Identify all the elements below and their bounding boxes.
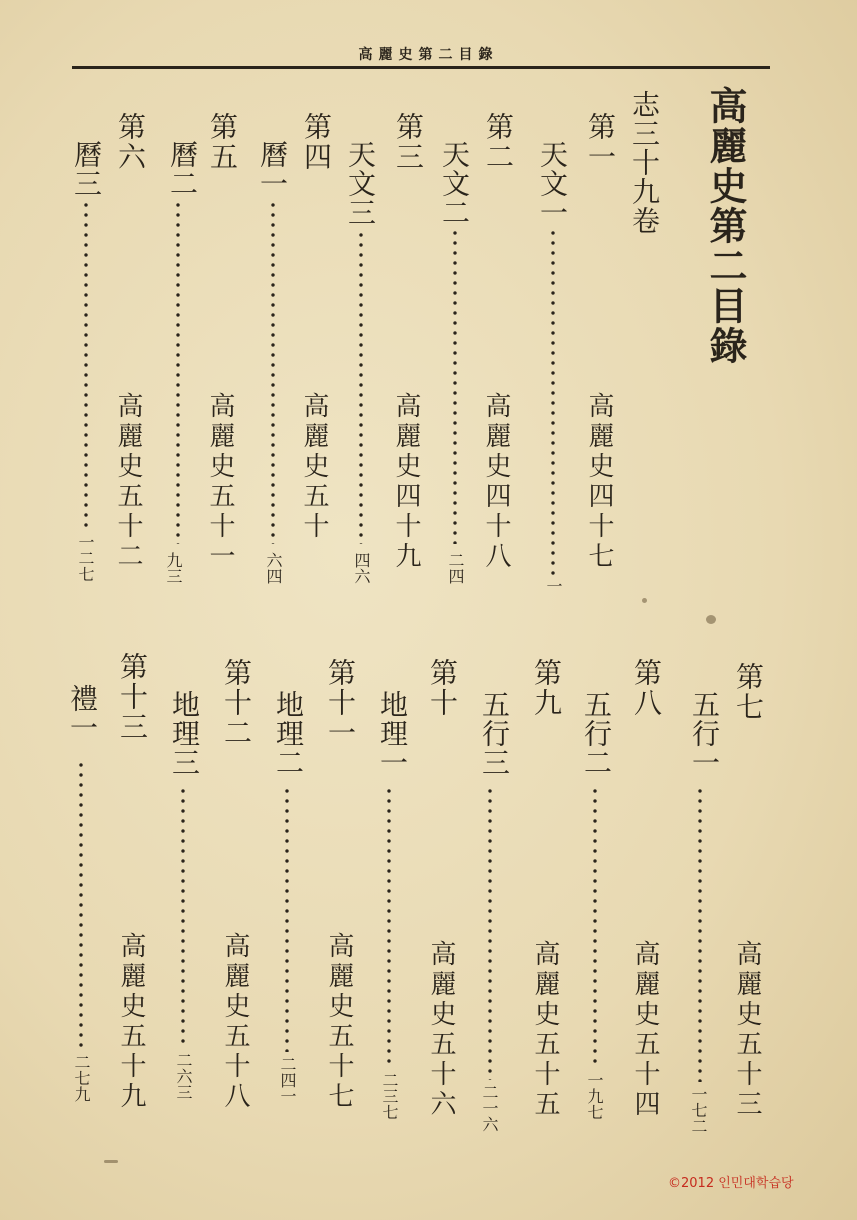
- dot-leader: [488, 786, 492, 1080]
- ink-spot: [642, 598, 647, 603]
- section-number: 第十三: [116, 652, 149, 742]
- dot-leader: [271, 200, 275, 544]
- dot-leader: [79, 760, 83, 1050]
- dot-leader: [359, 230, 363, 544]
- entry-label: 天文二: [438, 140, 471, 227]
- volume-reference: 高麗史五十九: [116, 932, 146, 1112]
- section-number: 第九: [530, 658, 563, 718]
- section-number: 第七: [732, 662, 765, 722]
- section-number: 第八: [630, 658, 663, 718]
- dot-leader: [181, 786, 185, 1048]
- header-rule: [72, 66, 770, 69]
- volume-reference: 高麗史四十八: [481, 392, 511, 572]
- page-number: 六四: [264, 552, 283, 584]
- volume-reference: 高麗史五十七: [324, 932, 354, 1112]
- volume-reference: 高麗史五十四: [630, 940, 660, 1120]
- dot-leader: [453, 228, 457, 544]
- section-number: 第一: [584, 112, 617, 172]
- dot-leader: [593, 786, 597, 1068]
- entry-label: 地理三: [168, 690, 201, 777]
- page-number: 一九七: [585, 1072, 604, 1120]
- toc-title: 高麗史第二目錄: [703, 86, 748, 366]
- dot-leader: [285, 786, 289, 1052]
- volume-reference: 高麗史五十一: [205, 392, 235, 572]
- section-number: 第三: [392, 112, 425, 172]
- dot-leader: [387, 786, 391, 1068]
- dot-leader: [176, 200, 180, 544]
- section-number: 第二: [482, 112, 515, 172]
- page-number: 一: [544, 578, 563, 594]
- page-number: 一二七: [76, 534, 95, 582]
- entry-label: 地理一: [376, 690, 409, 777]
- section-number: 第十: [426, 658, 459, 718]
- volume-reference: 高麗史四十九: [391, 392, 421, 572]
- volume-reference: 高麗史五十: [299, 392, 329, 542]
- page-number: 二七九: [72, 1054, 91, 1102]
- ink-spot: [706, 615, 716, 624]
- running-head: 高麗史第二目錄: [358, 47, 499, 63]
- section-number: 第四: [300, 112, 333, 172]
- entry-label: 五行三: [478, 690, 511, 777]
- entry-label: 五行一: [688, 690, 721, 777]
- volume-reference: 高麗史四十七: [584, 392, 614, 572]
- entry-label: 天文三: [344, 140, 377, 227]
- page-number: 九三: [164, 552, 183, 584]
- section-number: 第十二: [220, 658, 253, 748]
- section-number: 第十一: [324, 658, 357, 748]
- section-number: 第五: [206, 112, 239, 172]
- entry-label: 五行二: [580, 690, 613, 777]
- dot-leader: [84, 200, 88, 528]
- volume-reference: 高麗史五十三: [732, 940, 762, 1120]
- page-number: 二一六: [480, 1084, 499, 1132]
- entry-label: 曆一: [256, 140, 289, 198]
- dot-leader: [698, 786, 702, 1082]
- entry-label: 曆三: [70, 140, 103, 198]
- entry-label: 天文一: [536, 140, 569, 227]
- ink-spot: [104, 1160, 118, 1163]
- entry-label: 曆二: [166, 140, 199, 198]
- copyright-notice: ©2012 인민대학습당: [668, 1176, 794, 1191]
- page-number: 二六三: [174, 1052, 193, 1100]
- entry-label: 地理二: [272, 690, 305, 777]
- volume-reference: 高麗史五十六: [426, 940, 456, 1120]
- entry-label: 禮一: [66, 684, 99, 742]
- page-number: 四六: [352, 552, 371, 584]
- volume-reference: 高麗史五十八: [220, 932, 250, 1112]
- page-number: 一七二: [689, 1086, 708, 1134]
- section-number: 第六: [114, 112, 147, 172]
- page-number: 二三七: [380, 1072, 399, 1120]
- dot-leader: [551, 228, 555, 578]
- volume-reference: 高麗史五十五: [530, 940, 560, 1120]
- page-number: 二四: [446, 552, 465, 584]
- page-number: 二四一: [278, 1056, 297, 1104]
- volume-reference: 高麗史五十二: [113, 392, 143, 572]
- volume-label: 志三十九卷: [628, 90, 661, 235]
